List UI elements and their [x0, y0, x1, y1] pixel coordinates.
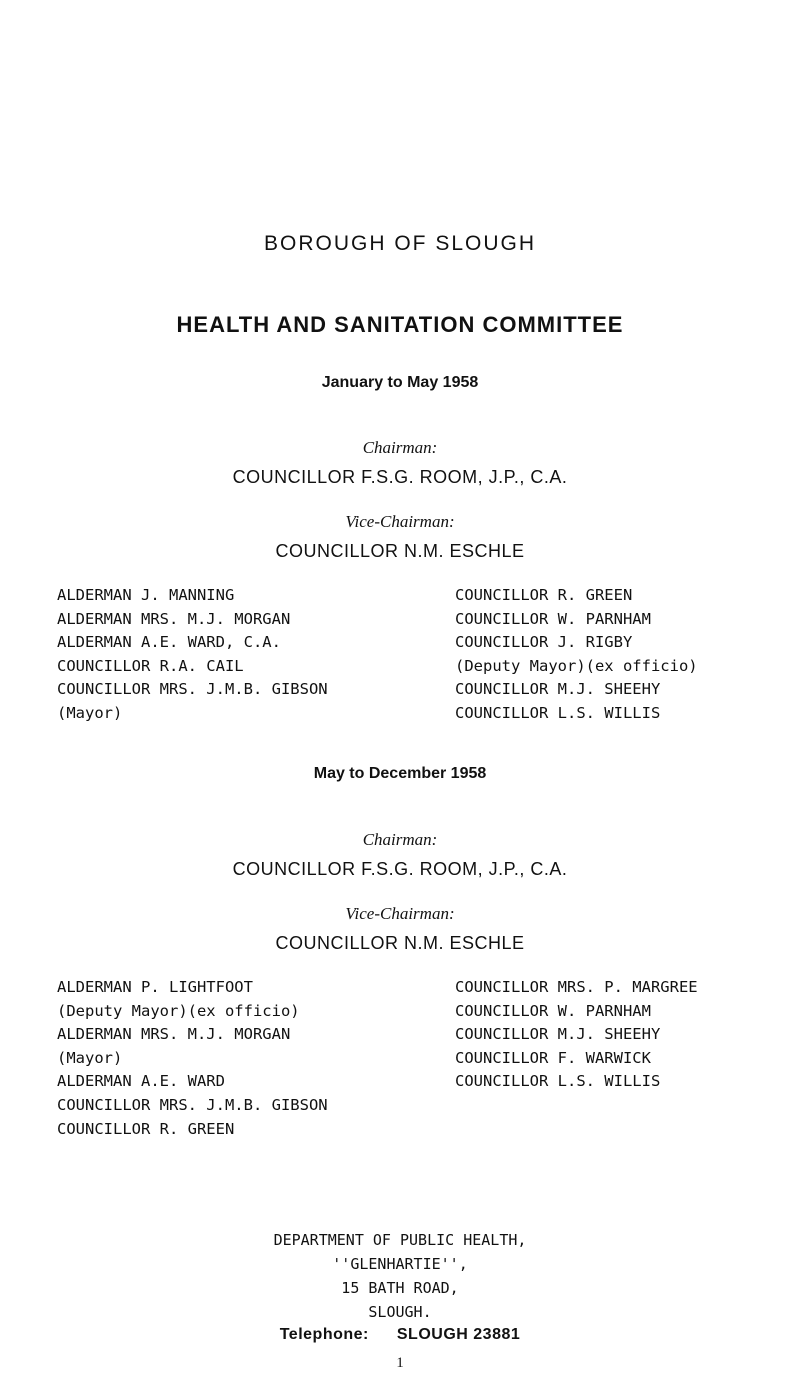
- telephone-number: SLOUGH 23881: [396, 1326, 521, 1343]
- members-left-1: [57, 584, 328, 726]
- member: (Mayor): [57, 703, 123, 722]
- chairman-label-2: Chairman:: [362, 830, 438, 849]
- member: ALDERMAN A.E. WARD, C.A.: [57, 633, 281, 652]
- vice-chairman-name-2: COUNCILLOR N.M. ESCHLE: [275, 933, 525, 953]
- member: COUNCILLOR MRS. P. MARGREE: [455, 978, 698, 996]
- member: COUNCILLOR R. GREEN: [57, 1119, 235, 1138]
- member: COUNCILLOR R.A. CAIL: [57, 656, 244, 675]
- member: COUNCILLOR R. GREEN: [455, 586, 633, 604]
- members-left-2: [57, 976, 328, 1141]
- address-line: DEPARTMENT OF PUBLIC HEALTH,: [273, 1231, 527, 1249]
- chairman-name-1: COUNCILLOR F.S.G. ROOM, J.P., C.A.: [232, 467, 568, 487]
- member: (Deputy Mayor)(ex officio): [57, 1001, 300, 1020]
- page-number: 1: [396, 1355, 404, 1371]
- member: COUNCILLOR MRS. J.M.B. GIBSON: [57, 680, 328, 699]
- address-line: ''GLENHARTIE'',: [332, 1255, 468, 1273]
- vice-chairman-label-1: Vice-Chairman:: [345, 512, 455, 531]
- member: ALDERMAN J. MANNING: [57, 586, 235, 604]
- period-heading-2: May to December 1958: [313, 765, 487, 782]
- member: ALDERMAN MRS. M.J. MORGAN: [57, 609, 291, 628]
- telephone-label: Telephone:: [279, 1326, 369, 1343]
- member: (Deputy Mayor)(ex officio): [455, 656, 698, 675]
- member: ALDERMAN MRS. M.J. MORGAN: [57, 1025, 291, 1044]
- committee-title: HEALTH AND SANITATION COMMITTEE: [176, 312, 624, 337]
- vice-chairman-label-2: Vice-Chairman:: [345, 904, 455, 923]
- member: ALDERMAN P. LIGHTFOOT: [57, 978, 253, 996]
- member: (Mayor): [57, 1048, 123, 1067]
- member: COUNCILLOR M.J. SHEEHY: [455, 1025, 661, 1044]
- members-right-1: [455, 584, 698, 726]
- member: COUNCILLOR M.J. SHEEHY: [455, 680, 661, 699]
- address-line: SLOUGH.: [368, 1303, 432, 1321]
- member: COUNCILLOR J. RIGBY: [455, 633, 633, 652]
- period-heading-1: January to May 1958: [321, 374, 479, 391]
- chairman-label-1: Chairman:: [362, 438, 438, 457]
- borough-title: BOROUGH OF SLOUGH: [263, 232, 537, 255]
- telephone-line: [0, 1326, 800, 1344]
- member: COUNCILLOR W. PARNHAM: [455, 609, 651, 628]
- member: ALDERMAN A.E. WARD: [57, 1072, 225, 1091]
- member: COUNCILLOR F. WARWICK: [455, 1048, 651, 1067]
- member: COUNCILLOR W. PARNHAM: [455, 1001, 651, 1020]
- vice-chairman-name-1: COUNCILLOR N.M. ESCHLE: [275, 541, 525, 561]
- chairman-name-2: COUNCILLOR F.S.G. ROOM, J.P., C.A.: [232, 859, 568, 879]
- member: COUNCILLOR MRS. J.M.B. GIBSON: [57, 1095, 328, 1114]
- member: COUNCILLOR L.S. WILLIS: [455, 703, 661, 722]
- address-line: 15 BATH ROAD,: [341, 1279, 459, 1297]
- members-right-2: [455, 976, 698, 1094]
- department-address: [0, 1228, 800, 1324]
- member: COUNCILLOR L.S. WILLIS: [455, 1072, 661, 1091]
